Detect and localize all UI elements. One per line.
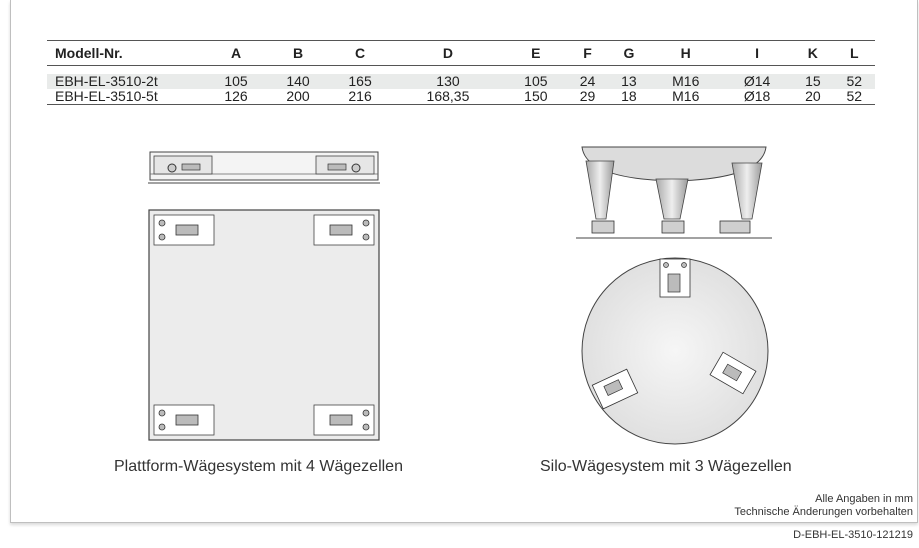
table-row (47, 89, 875, 105)
table-cell: Ø18 (722, 89, 792, 105)
table-cell: 24 (567, 74, 608, 89)
table-cell: 29 (567, 89, 608, 105)
table-cell: EBH-EL-3510-5t (47, 89, 205, 105)
col-header: F (567, 41, 608, 66)
col-header: E (505, 41, 567, 66)
table-cell: 216 (329, 89, 391, 105)
table-cell: 13 (608, 74, 649, 89)
table-cell: 20 (792, 89, 833, 105)
table-cell: M16 (650, 74, 722, 89)
table-cell: 126 (205, 89, 267, 105)
table-cell: 18 (608, 89, 649, 105)
table-cell: 15 (792, 74, 833, 89)
changes-note: Technische Änderungen vorbehalten (734, 506, 913, 518)
units-note: Alle Angaben in mm (815, 493, 913, 505)
table-cell: 105 (205, 74, 267, 89)
table-row (47, 74, 875, 89)
table-cell: EBH-EL-3510-2t (47, 74, 205, 89)
col-header: L (834, 41, 875, 66)
spec-table (47, 40, 875, 105)
table-cell: Ø14 (722, 74, 792, 89)
silo-top-view-drawing (580, 256, 770, 446)
col-header: G (608, 41, 649, 66)
col-header: D (391, 41, 505, 66)
platform-side-view-drawing (148, 148, 380, 188)
document-id: D-EBH-EL-3510-121219 (793, 529, 913, 541)
table-cell: M16 (650, 89, 722, 105)
platform-top-view-drawing (148, 209, 380, 441)
table-cell: 150 (505, 89, 567, 105)
col-header: Modell-Nr. (47, 41, 205, 66)
col-header: K (792, 41, 833, 66)
table-header-row (47, 41, 875, 66)
table-cell: 165 (329, 74, 391, 89)
col-header: H (650, 41, 722, 66)
table-cell: 168,35 (391, 89, 505, 105)
col-header: C (329, 41, 391, 66)
col-header: I (722, 41, 792, 66)
table-cell: 52 (834, 89, 875, 105)
silo-side-view-drawing (576, 143, 772, 243)
table-cell: 140 (267, 74, 329, 89)
platform-caption: Plattform-Wägesystem mit 4 Wägezellen (114, 458, 403, 475)
col-header: B (267, 41, 329, 66)
table-cell: 52 (834, 74, 875, 89)
table-cell: 105 (505, 74, 567, 89)
table-cell: 200 (267, 89, 329, 105)
col-header: A (205, 41, 267, 66)
table-cell: 130 (391, 74, 505, 89)
silo-caption: Silo-Wägesystem mit 3 Wägezellen (540, 458, 792, 475)
